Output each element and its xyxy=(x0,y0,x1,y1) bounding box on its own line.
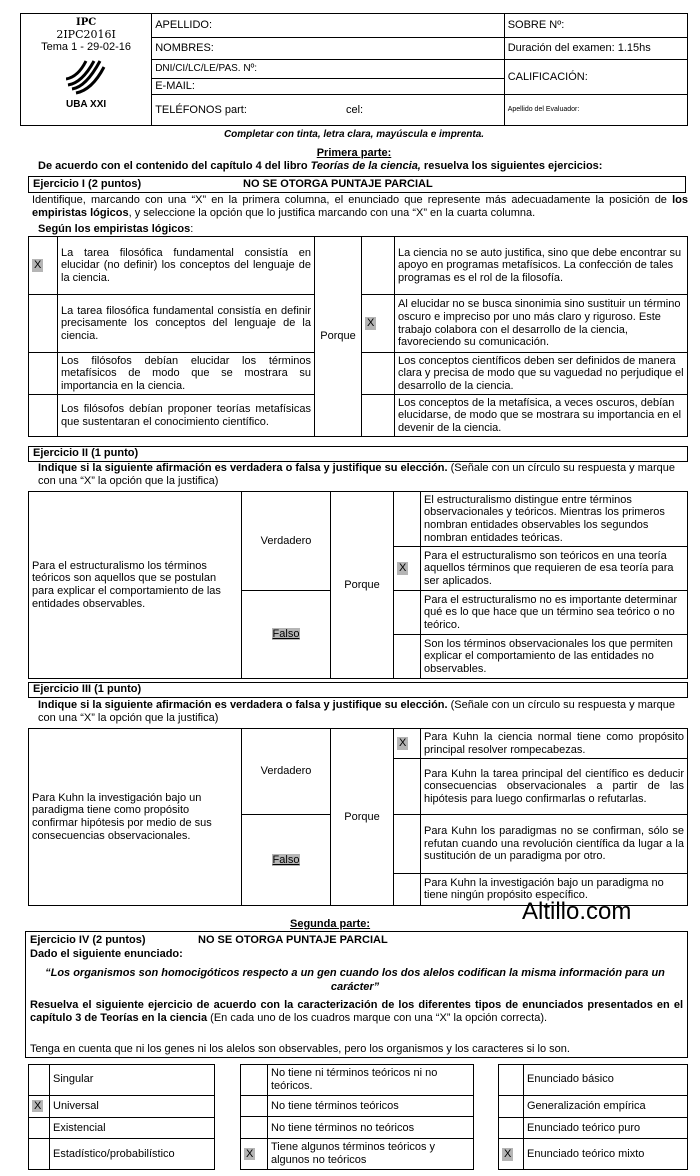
ex1-right-option-4: Los conceptos de la metafísica, a veces oscuros, debían elucidarse, de modo que se mostrara su importancia en el devenir de la ciencia. xyxy=(395,395,688,437)
email-field[interactable]: E-MAIL: xyxy=(152,78,505,94)
nombres-field[interactable]: NOMBRES: xyxy=(152,37,505,60)
ex4-c1-mark-2[interactable]: X xyxy=(29,1095,50,1117)
ex1-right-mark-2[interactable]: X xyxy=(362,295,395,353)
ex1-left-mark-2[interactable] xyxy=(29,295,58,353)
ex3-verdadero-option[interactable]: Verdadero xyxy=(242,729,331,815)
ex3-heading: Ejercicio III (1 punto) xyxy=(33,683,142,695)
ex1-right-mark-1[interactable] xyxy=(362,237,395,295)
ex1-left-option-2: La tarea filosófica fundamental consistía en definir precisamente los conceptos del lenguaje de la ciencia. xyxy=(58,295,315,353)
part1-title: Primera parte: xyxy=(316,147,392,159)
ex2-statement: Para el estructuralismo los términos teóricos son aquellos que se postulan para explicar el comportamiento de las entidades observables. xyxy=(29,492,242,679)
ex4-c1-option-3: Existencial xyxy=(50,1117,215,1139)
ex4-c2-option-1: No tiene ni términos teóricos ni no teóricos. xyxy=(268,1065,474,1096)
exam-code: 2IPC2016I xyxy=(56,27,116,41)
apellido-field[interactable]: APELLIDO: xyxy=(152,14,505,38)
ex4-note: NO SE OTORGA PUNTAJE PARCIAL xyxy=(198,934,388,946)
ex2-mark-2[interactable]: X xyxy=(394,547,421,591)
telefonos-label: TELÉFONOS part: xyxy=(155,103,247,116)
uba-logo-icon xyxy=(66,57,106,95)
ex1-left-mark-1[interactable]: X xyxy=(29,237,58,295)
ex4-box xyxy=(25,931,688,1058)
ex4-c2-mark-4[interactable]: X xyxy=(241,1139,268,1170)
ex4-c3-option-1: Enunciado básico xyxy=(524,1065,688,1096)
ex1-heading: Ejercicio I (2 puntos) xyxy=(33,178,142,190)
ex2-option-4: Son los términos observacionales los que permiten explicar el comportamiento de las entidades no observables. xyxy=(421,635,688,679)
exam-tema: Tema 1 - 29-02-16 xyxy=(41,41,132,54)
ex3-mark-2[interactable] xyxy=(394,759,421,815)
ex1-left-option-4: Los filósofos debían proponer teorías metafísicas que sustentaran el conocimiento científico. xyxy=(58,395,315,437)
ex1-heading-box xyxy=(28,176,686,193)
ex1-right-option-2: Al elucidar no se busca sinonimia sino sustituir un término oscuro e impreciso por uno más claro y riguroso. Este trabajo colabora con el desarrollo de la ciencia, favoreciendo su comunicación. xyxy=(395,295,688,353)
ex4-c3-option-3: Enunciado teórico puro xyxy=(524,1117,688,1139)
ex4-c3-mark-4[interactable]: X xyxy=(499,1139,524,1170)
ex4-quote: “Los organismos son homocigóticos respecto a un gen cuando los dos alelos codifican la misma información para un carácter” xyxy=(45,967,665,993)
ex4-c3-mark-2[interactable] xyxy=(499,1095,524,1117)
header-table xyxy=(20,13,688,126)
ex4-c3-mark-3[interactable] xyxy=(499,1117,524,1139)
ex2-option-3: Para el estructuralismo no es importante determinar qué es lo que hace que un término sea teórico o no teórico. xyxy=(421,591,688,635)
ex4-dado: Dado el siguiente enunciado: xyxy=(30,948,183,960)
ex3-option-2: Para Kuhn la tarea principal del científico es deducir consecuencias observacionales a partir de las hipótesis para luego confirmarlas o refutarlas. xyxy=(421,759,688,815)
ex3-falso-option[interactable]: Falso xyxy=(242,815,331,906)
ex3-porque: Porque xyxy=(331,729,394,906)
evaluador-field[interactable]: Apellido del Evaluador: xyxy=(504,95,687,126)
ex1-right-mark-4[interactable] xyxy=(362,395,395,437)
watermark: Altillo.com xyxy=(522,898,632,925)
ex1-right-option-1: La ciencia no se auto justifica, sino que debe encontrar su apoyo en programas metafísicos. La confección de tales programas es el rol de la filosofía. xyxy=(395,237,688,295)
ex3-mark-3[interactable] xyxy=(394,815,421,873)
ex3-table xyxy=(28,728,688,906)
ex2-falso-option[interactable]: Falso xyxy=(242,591,331,679)
ex4-table-2 xyxy=(240,1064,474,1170)
ex2-heading: Ejercicio II (1 punto) xyxy=(33,447,139,459)
cel-label: cel: xyxy=(345,103,364,116)
ex2-option-1: El estructuralismo distingue entre términos observacionales y teóricos. Mientras los primeros nombran entidades observables los segundos nombran entidades teóricas. xyxy=(421,492,688,547)
ex2-verdadero-option[interactable]: Verdadero xyxy=(242,492,331,591)
ex1-left-mark-3[interactable] xyxy=(29,353,58,395)
ex3-mark-4[interactable] xyxy=(394,873,421,905)
ex4-c1-mark-3[interactable] xyxy=(29,1117,50,1139)
ex4-c2-mark-1[interactable] xyxy=(241,1065,268,1096)
ex3-instructions: Indique si la siguiente afirmación es verdadera o falsa y justifique su elección. (Señale con un círculo su respuesta y marque con una “X” la opción que la justifica) xyxy=(38,699,676,725)
ex4-c2-option-3: No tiene términos no teóricos xyxy=(268,1117,474,1139)
ex3-option-1: Para Kuhn la ciencia normal tiene como propósito principal resolver rompecabezas. xyxy=(421,729,688,759)
ex4-c1-option-2: Universal xyxy=(50,1095,215,1117)
ex3-statement: Para Kuhn la investigación bajo un paradigma tiene como propósito confirmar hipótesis por medio de sus consecuencias observacionales. xyxy=(29,729,242,906)
ex1-left-option-3: Los filósofos debían elucidar los términos metafísicos de modo que se mostrara su importancia en la ciencia. xyxy=(58,353,315,395)
ex3-mark-1[interactable]: X xyxy=(394,729,421,759)
ex1-instructions: Identifique, marcando con una “X” en la primera columna, el enunciado que represente más adecuadamente la posición de los empiristas lógicos, y seleccione la opción que lo justifica marcando con una “X” en la cuarta columna. xyxy=(32,194,688,220)
ex4-c3-mark-1[interactable] xyxy=(499,1065,524,1096)
ex2-mark-3[interactable] xyxy=(394,591,421,635)
duracion-text: Duración del examen: 1.15hs xyxy=(504,37,687,60)
ex4-c1-mark-4[interactable] xyxy=(29,1139,50,1170)
ex3-option-3: Para Kuhn los paradigmas no se confirman, sólo se refutan cuando una revolución científica da lugar a la sustitución de un paradigma por otro. xyxy=(421,815,688,873)
ex4-c3-option-2: Generalización empírica xyxy=(524,1095,688,1117)
ex2-mark-4[interactable] xyxy=(394,635,421,679)
ex4-tenga: Tenga en cuenta que ni los genes ni los alelos son observables, pero los organismos y los caracteres si lo son. xyxy=(30,1043,570,1055)
ex2-porque: Porque xyxy=(331,492,394,679)
ex1-subhead: Según los empiristas lógicos: xyxy=(38,223,194,235)
ex4-table-1 xyxy=(28,1064,215,1170)
logo-text: UBA XXI xyxy=(65,99,107,111)
telefonos-field[interactable] xyxy=(152,95,505,126)
ex1-right-mark-3[interactable] xyxy=(362,353,395,395)
ex4-c2-option-2: No tiene términos teóricos xyxy=(268,1095,474,1117)
ex2-mark-1[interactable] xyxy=(394,492,421,547)
ex1-left-mark-4[interactable] xyxy=(29,395,58,437)
ex1-table xyxy=(28,236,688,437)
ex4-resuelva: Resuelva el siguiente ejercicio de acuerdo con la caracterización de los diferentes tipos de enunciados presentados en el capítulo 3 de Teorías en la ciencia (En cada uno de los cuadros marque con una “X” la opción correcta). xyxy=(30,999,683,1025)
part1-intro: De acuerdo con el contenido del capítulo 4 del libro Teorías de la ciencia, resuelva los siguientes ejercicios: xyxy=(38,160,603,172)
ex4-c1-option-4: Estadístico/probabilístico xyxy=(50,1139,215,1170)
ex4-heading: Ejercicio IV (2 puntos) xyxy=(30,934,146,946)
ex1-note: NO SE OTORGA PUNTAJE PARCIAL xyxy=(243,178,433,190)
ex2-heading-box xyxy=(28,446,688,462)
ex2-table xyxy=(28,491,688,679)
ex1-right-option-3: Los conceptos científicos deben ser definidos de manera clara y precisa de modo que su vaguedad no perjudique el desarrollo de la ciencia. xyxy=(395,353,688,395)
ex1-porque: Porque xyxy=(315,237,362,437)
ex1-left-option-1: La tarea filosófica fundamental consistía en elucidar (no definir) los conceptos del lenguaje de la ciencia. xyxy=(58,237,315,295)
sobre-field[interactable]: SOBRE Nº: xyxy=(504,14,687,38)
ex2-option-2: Para el estructuralismo son teóricos en una teoría aquellos términos que requieren de esa teoría para ser aplicados. xyxy=(421,547,688,591)
calificacion-field[interactable]: CALIFICACIÓN: xyxy=(504,60,687,95)
ex3-option-4: Para Kuhn la investigación bajo un paradigma no tiene ningún propósito específico. xyxy=(421,873,688,905)
ex2-instructions: Indique si la siguiente afirmación es verdadera o falsa y justifique su elección. (Señale con un círculo su respuesta y marque con una “X” la opción que la justifica) xyxy=(38,462,676,488)
ex4-table-3 xyxy=(498,1064,688,1170)
dni-field[interactable]: DNI/CI/LC/LE/PAS. Nº: xyxy=(152,60,505,78)
ex4-c2-option-4: Tiene algunos términos teóricos y algunos no teóricos xyxy=(268,1139,474,1170)
ex4-c3-option-4: Enunciado teórico mixto xyxy=(524,1139,688,1170)
ex3-heading-box xyxy=(28,682,688,698)
header-logo-cell xyxy=(21,14,152,126)
ex4-c2-mark-3[interactable] xyxy=(241,1117,268,1139)
ex4-c2-mark-2[interactable] xyxy=(241,1095,268,1117)
ex4-c1-option-1: Singular xyxy=(50,1065,215,1096)
instruction-text: Completar con tinta, letra clara, mayúscula e imprenta. xyxy=(223,129,485,140)
course-code: IPC xyxy=(76,17,97,28)
ex4-c1-mark-1[interactable] xyxy=(29,1065,50,1096)
part2-title: Segunda parte: xyxy=(290,918,371,930)
